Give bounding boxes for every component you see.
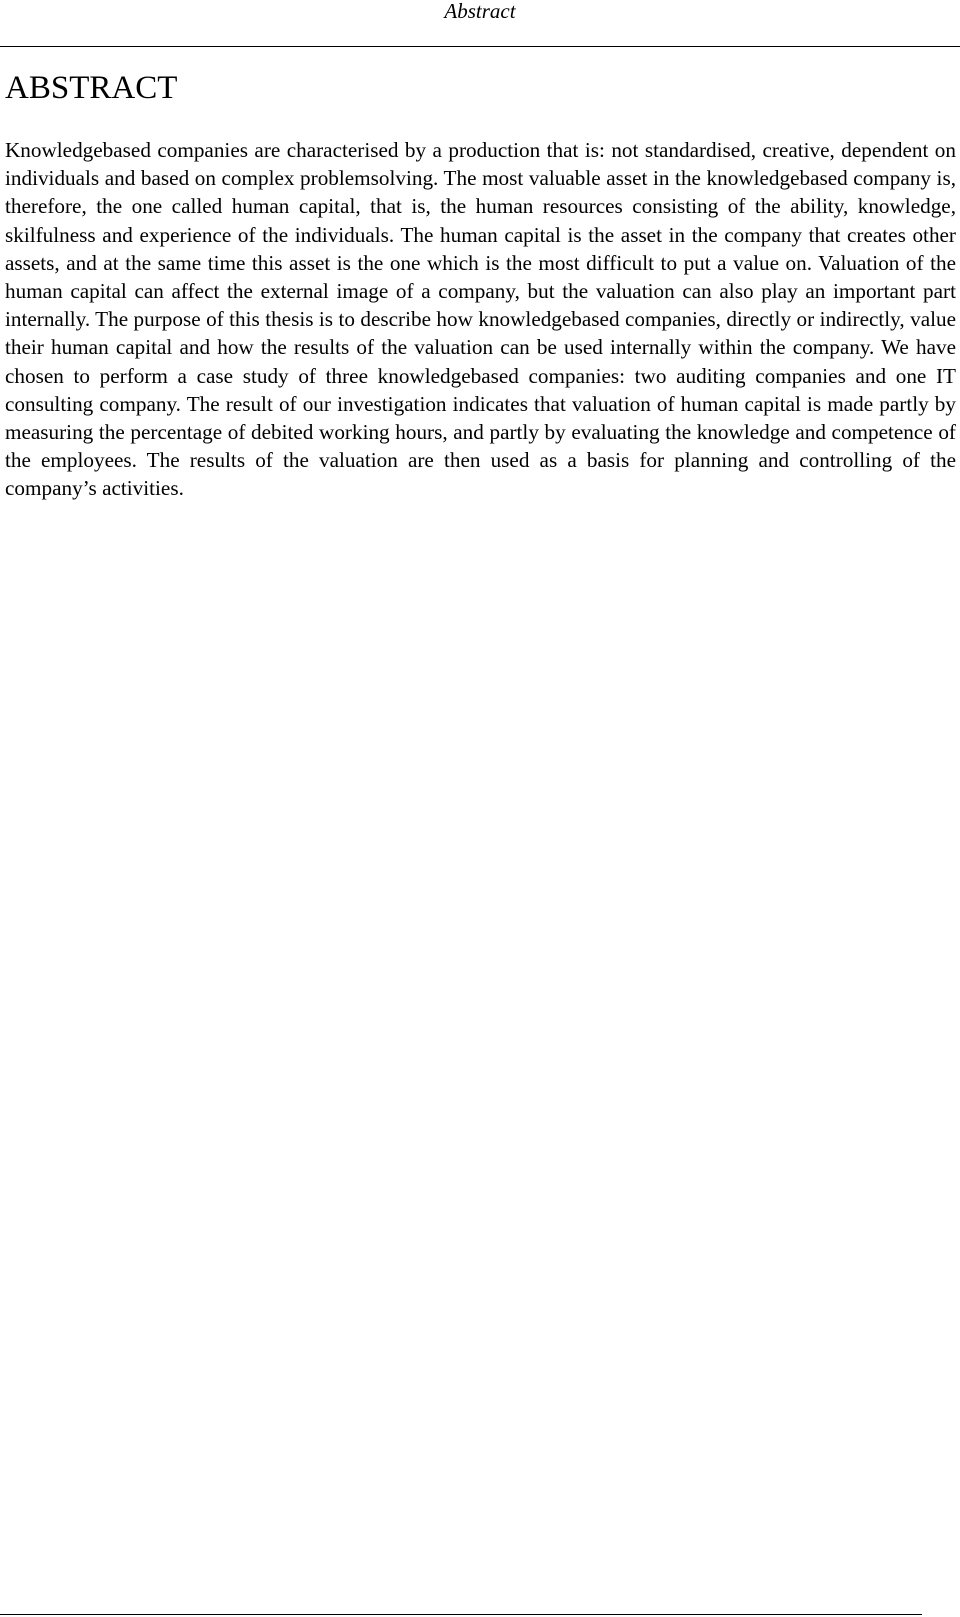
abstract-body: Knowledgebased companies are characterised by a production that is: not standardised, creative, dependent on individuals and based on complex problemsolving. The most valuable asset in the knowledgebased company is, therefore, the one called human capital, that is, the human resources consisting of the ability, knowledge, skilfulness and experience of the individuals. The human capital is the asset in the company that creates other assets, and at the same time this asset is the one which is the most difficult to put a value on. Valuation of the human capital can affect the external image of a company, but the valuation can also play an important part internally. The purpose of this thesis is to describe how knowledgebased companies, directly or indirectly, value their human capital and how the results of the valuation can be used internally within the company. We have chosen to perform a case study of three knowledgebased companies: two auditing companies and one IT consulting company. The result of our investigation indicates that valuation of human capital is made partly by measuring the percentage of debited working hours, and partly by evaluating the knowledge and competence of the employees. The results of the valuation are then used as a basis for planning and controlling of the company’s activities. xyxy=(5,138,956,501)
footer-divider xyxy=(0,1614,922,1615)
header-divider xyxy=(0,46,960,47)
running-header: Abstract xyxy=(444,0,516,23)
page-title: ABSTRACT xyxy=(5,70,178,106)
